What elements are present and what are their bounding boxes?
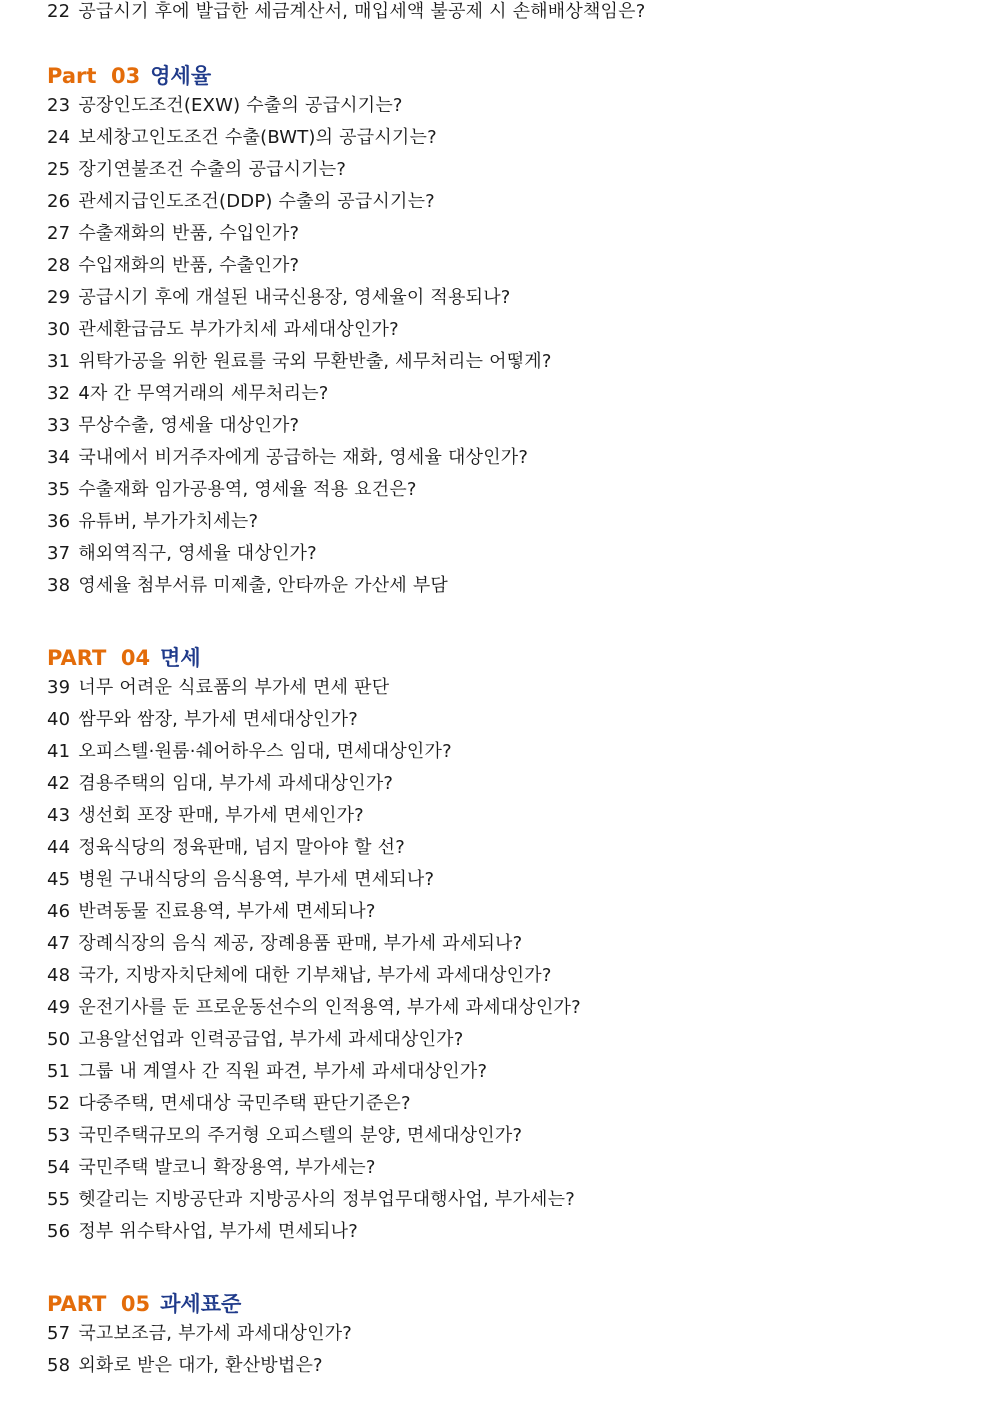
item-number: 35 [47,479,71,500]
item-number: 26 [47,191,71,212]
item-text: 헷갈리는 지방공단과 지방공사의 정부업무대행사업, 부가세는? [78,1189,575,1210]
toc-item [47,772,967,804]
item-text: 4자 간 무역거래의 세무처리는? [78,383,329,404]
item-number: 24 [47,127,71,148]
toc-item [47,1188,967,1220]
item-text: 겸용주택의 임대, 부가세 과세대상인가? [78,773,394,794]
part-label: Part 03 [47,64,141,88]
item-text: 관세환급금도 부가가치세 과세대상인가? [78,319,399,340]
toc-item [47,932,967,964]
toc-item [47,446,967,478]
toc-item [47,740,967,772]
part-title: 영세율 [150,64,212,88]
item-text: 공급시기 후에 개설된 내국신용장, 영세율이 적용되나? [78,287,511,308]
item-number: 22 [47,1,71,22]
item-text: 국민주택규모의 주거형 오피스텔의 분양, 면세대상인가? [78,1125,523,1146]
toc-item [47,382,967,414]
toc-item [47,478,967,510]
item-text: 고용알선업과 인력공급업, 부가세 과세대상인가? [78,1029,464,1050]
item-text: 위탁가공을 위한 원료를 국외 무환반출, 세무처리는 어떻게? [78,351,552,372]
item-number: 25 [47,159,71,180]
item-number: 27 [47,223,71,244]
item-text: 국가, 지방자치단체에 대한 기부채납, 부가세 과세대상인가? [78,965,552,986]
item-text: 병원 구내식당의 음식용역, 부가세 면세되나? [78,869,435,890]
part-04-list [47,676,967,1252]
item-text: 너무 어려운 식료품의 부가세 면세 판단 [78,677,390,698]
item-number: 57 [47,1323,71,1344]
item-text: 국고보조금, 부가세 과세대상인가? [78,1323,353,1344]
item-text: 수출재화의 반품, 수입인가? [78,223,300,244]
toc-item [47,1124,967,1156]
item-number: 34 [47,447,71,468]
toc-item [47,964,967,996]
item-number: 53 [47,1125,71,1146]
toc-item [47,510,967,542]
toc-item [47,1156,967,1188]
item-number: 43 [47,805,71,826]
item-text: 국민주택 발코니 확장용역, 부가세는? [78,1157,376,1178]
item-text: 그룹 내 계열사 간 직원 파견, 부가세 과세대상인가? [78,1061,488,1082]
item-number: 54 [47,1157,71,1178]
item-number: 42 [47,773,71,794]
item-number: 48 [47,965,71,986]
item-text: 해외역직구, 영세율 대상인가? [78,543,317,564]
item-number: 23 [47,95,71,116]
item-text: 장례식장의 음식 제공, 장례용품 판매, 부가세 과세되나? [78,933,523,954]
part-label: PART 04 [47,646,151,670]
item-text: 외화로 받은 대가, 환산방법은? [78,1355,323,1376]
part-05-list [47,1322,967,1386]
toc-item [47,1060,967,1092]
toc-item [47,0,967,32]
item-text: 유튜버, 부가가치세는? [78,511,259,532]
part-03-heading [47,58,967,94]
toc-item [47,574,967,606]
toc-item [47,1028,967,1060]
item-text: 운전기사를 둔 프로운동선수의 인적용역, 부가세 과세대상인가? [78,997,581,1018]
toc-item [47,126,967,158]
item-text: 정부 위수탁사업, 부가세 면세되나? [78,1221,358,1242]
item-number: 45 [47,869,71,890]
item-number: 28 [47,255,71,276]
item-text: 수입재화의 반품, 수출인가? [78,255,300,276]
toc-item [47,254,967,286]
item-text: 정육식당의 정육판매, 넘지 말아야 할 선? [78,837,406,858]
item-number: 40 [47,709,71,730]
toc-item [47,542,967,574]
item-number: 37 [47,543,71,564]
toc-item [47,900,967,932]
item-number: 49 [47,997,71,1018]
item-number: 31 [47,351,71,372]
part-label: PART 05 [47,1292,151,1316]
item-text: 쌈무와 쌈장, 부가세 면세대상인가? [78,709,358,730]
toc-item [47,158,967,190]
item-text: 국내에서 비거주자에게 공급하는 재화, 영세율 대상인가? [78,447,529,468]
item-text: 생선회 포장 판매, 부가세 면세인가? [78,805,364,826]
item-number: 50 [47,1029,71,1050]
item-text: 영세율 첨부서류 미제출, 안타까운 가산세 부담 [78,575,449,596]
toc-item [47,350,967,382]
item-number: 30 [47,319,71,340]
part-04-heading [47,640,967,676]
item-number: 29 [47,287,71,308]
part-05-heading [47,1286,967,1322]
item-number: 33 [47,415,71,436]
toc-item [47,708,967,740]
item-text: 다중주택, 면세대상 국민주택 판단기준은? [78,1093,411,1114]
toc-item [47,318,967,350]
item-number: 39 [47,677,71,698]
toc-item [47,190,967,222]
toc-page [47,0,967,1386]
toc-item [47,996,967,1028]
item-number: 46 [47,901,71,922]
item-number: 32 [47,383,71,404]
item-text: 무상수출, 영세율 대상인가? [78,415,300,436]
toc-item [47,1322,967,1354]
toc-item [47,414,967,446]
item-number: 51 [47,1061,71,1082]
part-title: 과세표준 [160,1292,242,1316]
item-number: 36 [47,511,71,532]
item-text: 수출재화 임가공용역, 영세율 적용 요건은? [78,479,417,500]
toc-item [47,836,967,868]
item-number: 56 [47,1221,71,1242]
toc-item [47,1092,967,1124]
item-number: 58 [47,1355,71,1376]
toc-item [47,94,967,126]
item-text: 관세지급인도조건(DDP) 수출의 공급시기는? [78,191,435,212]
item-text: 보세창고인도조건 수출(BWT)의 공급시기는? [78,127,437,148]
item-number: 38 [47,575,71,596]
toc-item [47,1354,967,1386]
item-text: 공급시기 후에 발급한 세금계산서, 매입세액 불공제 시 손해배상책임은? [78,1,646,22]
toc-item [47,286,967,318]
toc-item [47,1220,967,1252]
item-text: 공장인도조건(EXW) 수출의 공급시기는? [78,95,403,116]
item-text: 오피스텔·원룸·쉐어하우스 임대, 면세대상인가? [78,741,452,762]
item-number: 55 [47,1189,71,1210]
toc-item [47,804,967,836]
item-text: 반려동물 진료용역, 부가세 면세되나? [78,901,376,922]
toc-item [47,868,967,900]
part-title: 면세 [160,646,201,670]
item-number: 47 [47,933,71,954]
item-text: 장기연불조건 수출의 공급시기는? [78,159,347,180]
toc-item [47,222,967,254]
toc-item [47,676,967,708]
item-number: 41 [47,741,71,762]
item-number: 52 [47,1093,71,1114]
item-number: 44 [47,837,71,858]
part-03-list [47,94,967,606]
